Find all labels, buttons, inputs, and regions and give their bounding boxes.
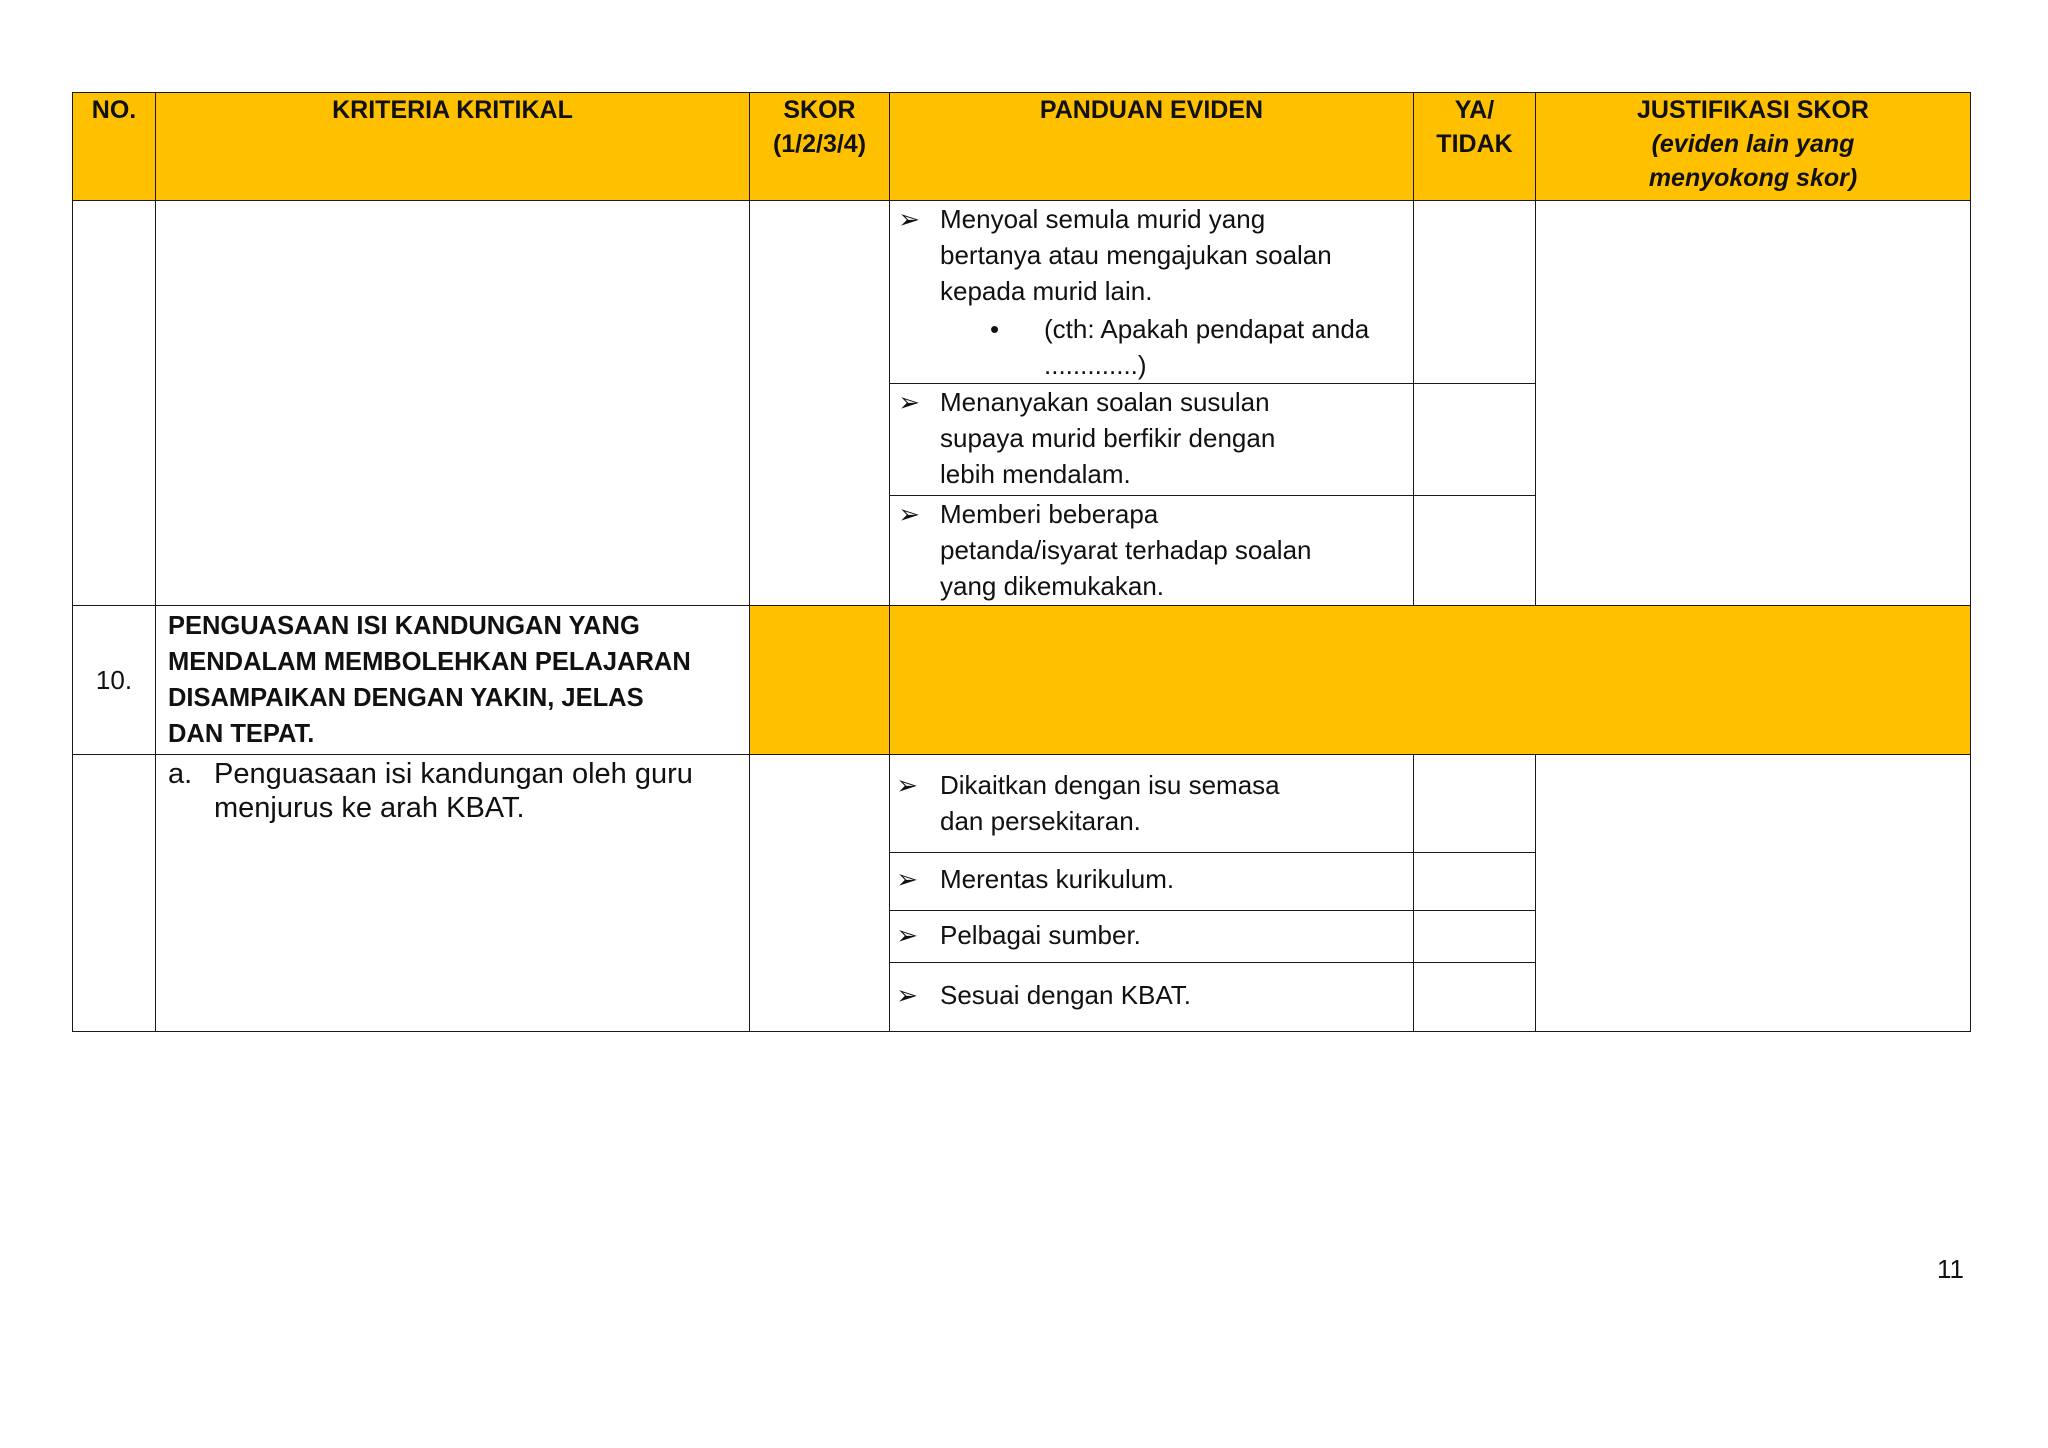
header-justifikasi (1536, 93, 1971, 201)
arrowhead-bullet-icon: ➢ (898, 387, 920, 417)
header-no: NO. (73, 93, 156, 201)
section-skor-cell[interactable] (750, 606, 890, 755)
header-ya-tidak (1414, 93, 1536, 201)
ya-tidak-cell[interactable] (1414, 853, 1536, 911)
evidence-line: supaya murid berfikir dengan (940, 423, 1276, 453)
criterion-skor-cell[interactable] (750, 755, 890, 1032)
header-justifikasi-note1: (eviden lain yang (1651, 130, 1855, 158)
evidence-line: Menyoal semula murid yang (940, 204, 1266, 234)
evidence-cell (890, 496, 1414, 606)
ya-tidak-cell[interactable] (1414, 384, 1536, 496)
section-title-line: PENGUASAAN ISI KANDUNGAN YANG (168, 612, 640, 640)
criterion-no-cell (73, 755, 156, 1032)
evidence-cell (890, 384, 1414, 496)
arrowhead-bullet-icon: ➢ (896, 864, 918, 894)
evidence-cell (890, 755, 1414, 853)
section-title-line: DAN TEPAT. (168, 720, 315, 748)
evidence-line: Memberi beberapa (940, 499, 1159, 529)
cont-no-cell (73, 201, 156, 606)
section-number: 10. (73, 606, 156, 755)
arrowhead-bullet-icon: ➢ (898, 499, 920, 529)
evidence-line: Dikaitkan dengan isu semasa (940, 770, 1280, 800)
table-header-row (73, 93, 1971, 201)
evidence-cell (890, 911, 1414, 963)
ya-tidak-cell[interactable] (1414, 911, 1536, 963)
evidence-line: yang dikemukakan. (940, 571, 1165, 601)
cont-kriteria-cell (156, 201, 750, 606)
assessment-rubric-table (72, 92, 1971, 1032)
evidence-line: lebih mendalam. (940, 459, 1131, 489)
header-justifikasi-line2 (1536, 127, 1970, 161)
evidence-sub-line: .............) (1044, 350, 1147, 380)
justifikasi-cell[interactable] (1536, 201, 1971, 606)
arrowhead-bullet-icon: ➢ (896, 770, 918, 800)
justifikasi-cell[interactable] (1536, 755, 1971, 1032)
arrowhead-bullet-icon: ➢ (896, 920, 918, 950)
evidence-cell (890, 963, 1414, 1032)
table-row (73, 755, 1971, 853)
ya-tidak-cell[interactable] (1414, 963, 1536, 1032)
header-ya-line1: YA/ (1454, 96, 1495, 124)
ya-tidak-cell[interactable] (1414, 755, 1536, 853)
evidence-line: Pelbagai sumber. (940, 920, 1141, 950)
evidence-line: Merentas kurikulum. (940, 864, 1175, 894)
ya-tidak-cell[interactable] (1414, 201, 1536, 384)
header-kriteria: KRITERIA KRITIKAL (156, 93, 750, 201)
arrowhead-bullet-icon: ➢ (898, 204, 920, 234)
header-skor-line1: SKOR (783, 96, 856, 124)
ya-tidak-cell[interactable] (1414, 496, 1536, 606)
evidence-cell (890, 853, 1414, 911)
criterion-label: a. (168, 758, 193, 790)
header-justifikasi-note2: menyokong skor) (1648, 164, 1858, 192)
dot-bullet-icon: • (990, 314, 1000, 344)
criterion-line: menjurus ke arah KBAT. (214, 792, 525, 824)
criterion-cell (156, 755, 750, 1032)
evidence-cell (890, 201, 1414, 384)
header-skor-line2: (1/2/3/4) (772, 130, 867, 158)
evidence-line: petanda/isyarat terhadap soalan (940, 535, 1312, 565)
section-row (73, 606, 1971, 755)
evidence-line: dan persekitaran. (940, 806, 1141, 836)
arrowhead-bullet-icon: ➢ (896, 980, 918, 1010)
header-justifikasi-line3 (1536, 161, 1970, 195)
cont-skor-cell (750, 201, 890, 606)
section-fill-cell (890, 606, 1971, 755)
section-title-cell (156, 606, 750, 755)
header-skor (750, 93, 890, 201)
evidence-line: kepada murid lain. (940, 276, 1153, 306)
page-number: 11 (1937, 1254, 1964, 1284)
evidence-line: Menanyakan soalan susulan (940, 387, 1270, 417)
criterion-line: Penguasaan isi kandungan oleh guru (214, 758, 693, 790)
header-panduan: PANDUAN EVIDEN (890, 93, 1414, 201)
evidence-line: Sesuai dengan KBAT. (940, 980, 1192, 1010)
evidence-sub-line: (cth: Apakah pendapat anda (1044, 314, 1370, 344)
table-row (73, 201, 1971, 384)
section-title-line: MENDALAM MEMBOLEHKAN PELAJARAN (168, 648, 691, 676)
header-justifikasi-line1: JUSTIFIKASI SKOR (1637, 96, 1869, 124)
header-ya-line2: TIDAK (1436, 130, 1513, 158)
section-title-line: DISAMPAIKAN DENGAN YAKIN, JELAS (168, 684, 644, 712)
evidence-line: bertanya atau mengajukan soalan (940, 240, 1332, 270)
